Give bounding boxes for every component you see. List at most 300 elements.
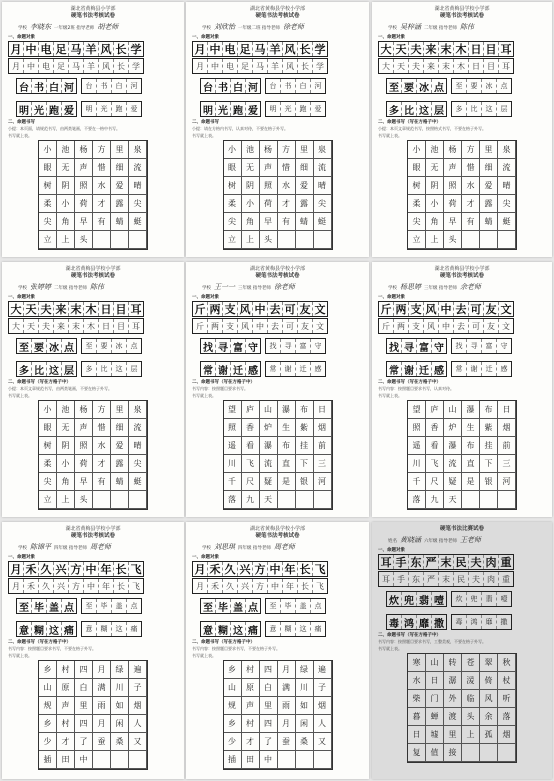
instruction-text: 书写就上表。 bbox=[192, 652, 216, 658]
grid-character: 树 bbox=[224, 177, 242, 195]
grid-character: 爱 bbox=[296, 177, 314, 195]
teacher-name: 陈伟 bbox=[459, 23, 474, 31]
grid-character: 临 bbox=[462, 690, 480, 708]
model-character: 爱 bbox=[64, 105, 74, 117]
model-character: 长 bbox=[298, 42, 313, 56]
practice-character: 炊 bbox=[452, 592, 467, 606]
class-label: 二年级 bbox=[54, 286, 68, 291]
model-character: 爱 bbox=[248, 105, 258, 117]
grid-character: 水 bbox=[408, 672, 426, 690]
grid-character: 日 bbox=[408, 726, 426, 744]
grid-character: 头 bbox=[462, 708, 480, 726]
model-character: 毕 bbox=[216, 599, 231, 613]
grid-character: 村 bbox=[242, 715, 260, 733]
model-character: 寻 bbox=[402, 339, 417, 353]
instruction-text: 书写内容：按照题目要求书写，认真对待。 bbox=[378, 386, 454, 391]
grid-character: 天 bbox=[444, 491, 462, 509]
model-character: 长 bbox=[114, 562, 129, 576]
model-character: 至 bbox=[17, 339, 32, 353]
grid-cell-empty bbox=[480, 491, 498, 509]
practice-character: 这 bbox=[112, 622, 127, 636]
section-heading: 二、命题书写（写在方格子中） bbox=[192, 380, 255, 385]
practice-character: 长 bbox=[114, 579, 129, 593]
grid-character: 烟 bbox=[498, 419, 516, 437]
model-character: 盖 bbox=[47, 599, 62, 613]
model-character: 支 bbox=[409, 302, 424, 316]
grid-character: 瀑 bbox=[444, 437, 462, 455]
model-character: 中 bbox=[208, 42, 223, 56]
model-character: 至 bbox=[201, 599, 216, 613]
grid-character: 孤 bbox=[480, 726, 498, 744]
practice-character: 糊 bbox=[97, 622, 112, 636]
practice-character: 电 bbox=[39, 59, 54, 73]
practice-character: 鸿 bbox=[467, 615, 482, 629]
practice-character: 感 bbox=[314, 365, 322, 373]
grid-character: 日 bbox=[426, 672, 444, 690]
exam-sheet bbox=[372, 522, 552, 779]
grid-character: 小 bbox=[57, 195, 75, 213]
sheet-title: 硬笔书法考核试卷 bbox=[70, 13, 115, 19]
grid-character: 上 bbox=[426, 231, 444, 249]
practice-word bbox=[265, 598, 326, 614]
grid-character: 有 bbox=[93, 473, 111, 491]
model-word bbox=[16, 101, 77, 117]
student-info bbox=[18, 282, 178, 292]
model-character: 来 bbox=[54, 302, 69, 316]
practice-word bbox=[81, 621, 142, 637]
practice-row bbox=[192, 58, 328, 74]
grid-character: 才 bbox=[93, 455, 111, 473]
model-character: 斤 bbox=[193, 302, 208, 316]
school-name: 湖北省黄梅县学校小学部 bbox=[249, 6, 305, 12]
word-line bbox=[386, 591, 546, 607]
grid-character: 三 bbox=[498, 455, 516, 473]
model-character: 目 bbox=[484, 42, 499, 56]
practice-character: 中 bbox=[253, 319, 268, 333]
info-label: 学校 bbox=[388, 286, 397, 291]
practice-character: 日 bbox=[99, 319, 114, 333]
grid-character: 荷 bbox=[75, 195, 93, 213]
grid-character: 眼 bbox=[39, 419, 57, 437]
student-name: 陈锦平 bbox=[30, 543, 51, 551]
practice-character: 可 bbox=[469, 319, 484, 333]
practice-character: 迁 bbox=[296, 362, 311, 376]
grid-cell-empty bbox=[314, 491, 332, 509]
grid-character: 有 bbox=[462, 213, 480, 231]
model-character: 马 bbox=[253, 42, 268, 56]
model-character: 天 bbox=[24, 302, 39, 316]
practice-character: 点 bbox=[130, 342, 138, 350]
grid-character: 惜 bbox=[462, 159, 480, 177]
grid-cell-empty bbox=[111, 491, 129, 509]
grid-character: 水 bbox=[278, 177, 296, 195]
teacher-label: 指导老师 bbox=[437, 286, 457, 291]
grid-character: 雨 bbox=[93, 697, 111, 715]
grid-character: 少 bbox=[224, 733, 242, 751]
practice-character: 层 bbox=[130, 365, 138, 373]
grid-character: 细 bbox=[111, 419, 129, 437]
grid-character: 方 bbox=[93, 141, 111, 159]
practice-word bbox=[451, 614, 512, 630]
model-character: 意 bbox=[17, 622, 32, 636]
grid-character: 方 bbox=[278, 141, 296, 159]
student-info bbox=[202, 542, 363, 552]
grid-character: 日 bbox=[314, 401, 332, 419]
instruction-text: 书写就上表。 bbox=[378, 392, 402, 398]
practice-character: 风 bbox=[238, 319, 253, 333]
grid-character: 乡 bbox=[39, 661, 57, 679]
grid-character: 苍 bbox=[462, 654, 480, 672]
grid-character: 蜓 bbox=[129, 213, 147, 231]
practice-character: 方 bbox=[69, 579, 84, 593]
practice-word bbox=[81, 101, 142, 117]
grid-character: 蜓 bbox=[314, 213, 332, 231]
practice-character: 来 bbox=[54, 319, 69, 333]
word-section bbox=[386, 591, 546, 630]
school-name: 湖北省黄梅县学校小学部 bbox=[434, 266, 490, 272]
section-heading: 一、命题对象 bbox=[8, 555, 35, 560]
practice-character: 月 bbox=[9, 579, 24, 593]
model-character: 书 bbox=[32, 79, 47, 93]
model-character: 友 bbox=[298, 302, 313, 316]
model-character: 飞 bbox=[314, 563, 326, 576]
student-name: 黄晓涵 bbox=[400, 536, 421, 544]
grid-character: 人 bbox=[129, 715, 147, 733]
grid-cell-empty bbox=[93, 231, 111, 249]
practice-character: 年 bbox=[283, 579, 298, 593]
practice-character: 斤 bbox=[379, 319, 394, 333]
practice-character: 两 bbox=[394, 319, 409, 333]
grid-character: 了 bbox=[260, 733, 278, 751]
practice-character: 毕 bbox=[97, 599, 112, 613]
model-character: 月 bbox=[193, 562, 208, 576]
grid-character: 流 bbox=[498, 159, 516, 177]
section-heading: 一、命题对象 bbox=[192, 35, 219, 40]
sheet-title: 硬笔书法考核试卷 bbox=[255, 13, 300, 19]
word-line bbox=[200, 101, 363, 117]
model-character: 羊 bbox=[84, 42, 99, 56]
grid-character: 方 bbox=[462, 141, 480, 159]
practice-character: 白 bbox=[296, 79, 311, 93]
practice-character: 痛 bbox=[130, 625, 138, 633]
class-label: 四年级 bbox=[54, 546, 68, 551]
grid-character: 里 bbox=[111, 141, 129, 159]
model-character: 两 bbox=[394, 302, 409, 316]
grid-character: 无 bbox=[57, 159, 75, 177]
writing-grid bbox=[223, 400, 333, 510]
student-info bbox=[202, 22, 363, 32]
practice-character: 民 bbox=[454, 572, 469, 586]
model-character: 找 bbox=[201, 339, 216, 353]
instruction-text: 小提：本页面，请规范书写，由两类笔画，不要在一格中书写。 bbox=[8, 126, 120, 131]
teacher-label: 指导老师 bbox=[67, 546, 87, 551]
practice-character: 冰 bbox=[112, 339, 127, 353]
grid-character: 晴 bbox=[498, 177, 516, 195]
sheet-header bbox=[8, 526, 178, 540]
sheet-header bbox=[8, 266, 178, 280]
grid-character: 有 bbox=[93, 213, 111, 231]
model-character: 中 bbox=[253, 302, 268, 316]
word-line bbox=[16, 621, 178, 637]
practice-character: 毒 bbox=[452, 615, 467, 629]
school-name: 湖北省黄梅县学校小学部 bbox=[249, 266, 305, 272]
grid-cell-empty bbox=[296, 231, 314, 249]
model-character: 这 bbox=[417, 102, 432, 116]
model-character: 白 bbox=[231, 79, 246, 93]
grid-character: 原 bbox=[57, 679, 75, 697]
grid-character: 头 bbox=[260, 231, 278, 249]
practice-word bbox=[81, 361, 142, 377]
practice-character: 飞 bbox=[316, 581, 324, 591]
grid-character: 无 bbox=[57, 419, 75, 437]
model-character: 要 bbox=[32, 339, 47, 353]
exam-sheet bbox=[2, 262, 184, 517]
grid-character: 下 bbox=[296, 455, 314, 473]
practice-character: 风 bbox=[283, 59, 298, 73]
model-character: 书 bbox=[216, 79, 231, 93]
practice-character: 至 bbox=[266, 599, 281, 613]
model-character: 寻 bbox=[216, 339, 231, 353]
practice-character: 翡 bbox=[482, 592, 497, 606]
grid-character: 小 bbox=[39, 141, 57, 159]
practice-character: 足 bbox=[54, 59, 69, 73]
grid-character: 疑 bbox=[444, 473, 462, 491]
practice-character: 大 bbox=[379, 59, 394, 73]
practice-character: 这 bbox=[112, 362, 127, 376]
model-character: 月 bbox=[9, 562, 24, 576]
grid-character: 四 bbox=[75, 661, 93, 679]
practice-character: 至 bbox=[452, 79, 467, 93]
model-word bbox=[200, 338, 261, 354]
model-character: 友 bbox=[484, 302, 499, 316]
practice-character: 守 bbox=[500, 342, 508, 350]
model-character: 足 bbox=[54, 42, 69, 56]
grid-character: 村 bbox=[57, 715, 75, 733]
grid-character: 水 bbox=[93, 437, 111, 455]
word-section bbox=[16, 338, 178, 377]
word-section bbox=[200, 598, 363, 637]
writing-grid bbox=[38, 660, 148, 770]
teacher-name: 徐老师 bbox=[273, 283, 295, 291]
model-character: 层 bbox=[64, 365, 74, 377]
grid-character: 小 bbox=[426, 195, 444, 213]
model-character: 手 bbox=[394, 555, 409, 569]
grid-character: 香 bbox=[426, 419, 444, 437]
model-character: 日 bbox=[469, 42, 484, 56]
grid-character: 生 bbox=[462, 419, 480, 437]
grid-cell-empty bbox=[278, 491, 296, 509]
model-character: 目 bbox=[114, 302, 129, 316]
writing-grid bbox=[407, 400, 517, 510]
model-character: 电 bbox=[223, 42, 238, 56]
model-character: 两 bbox=[208, 302, 223, 316]
sheet-header bbox=[192, 6, 363, 20]
practice-word bbox=[451, 338, 512, 354]
student-name: 李晓东 bbox=[30, 23, 51, 31]
grid-character: 瀑 bbox=[278, 401, 296, 419]
model-character: 撒 bbox=[434, 618, 444, 630]
model-character: 迁 bbox=[231, 362, 246, 376]
practice-character: 友 bbox=[484, 319, 499, 333]
model-character: 这 bbox=[231, 622, 246, 636]
model-character: 翡 bbox=[417, 592, 432, 606]
grid-character: 角 bbox=[57, 473, 75, 491]
grid-character: 余 bbox=[480, 708, 498, 726]
model-character: 日 bbox=[99, 302, 114, 316]
grid-character: 池 bbox=[57, 401, 75, 419]
grid-character: 插 bbox=[39, 751, 57, 769]
grid-cell-empty bbox=[93, 751, 111, 769]
character-row bbox=[8, 41, 144, 57]
practice-character: 寻 bbox=[281, 339, 296, 353]
practice-character: 大 bbox=[9, 319, 24, 333]
practice-character: 耳 bbox=[502, 61, 510, 71]
practice-character: 末 bbox=[69, 319, 84, 333]
grid-character: 池 bbox=[57, 141, 75, 159]
grid-character: 规 bbox=[39, 697, 57, 715]
section-heading: 二、命题书写（写在方格子中） bbox=[378, 380, 441, 385]
section-heading: 一、命题对象 bbox=[8, 35, 35, 40]
grid-character: 蚕 bbox=[278, 733, 296, 751]
grid-character: 细 bbox=[296, 159, 314, 177]
grid-character: 泉 bbox=[129, 401, 147, 419]
model-word bbox=[386, 101, 447, 117]
student-info bbox=[202, 282, 363, 292]
grid-character: 小 bbox=[242, 195, 260, 213]
practice-word bbox=[81, 78, 142, 94]
grid-character: 遍 bbox=[129, 661, 147, 679]
model-character: 找 bbox=[387, 339, 402, 353]
grid-character: 烟 bbox=[314, 697, 332, 715]
word-line bbox=[200, 621, 363, 637]
grid-cell-empty bbox=[129, 751, 147, 769]
writing-grid bbox=[38, 140, 148, 250]
grid-character: 秋 bbox=[498, 654, 516, 672]
practice-row bbox=[378, 571, 514, 587]
model-character: 谢 bbox=[402, 362, 417, 376]
grid-character: 晴 bbox=[129, 437, 147, 455]
instruction-text: 小提：请在方格内书写，认真对待，不要在格子外写。 bbox=[192, 126, 288, 131]
practice-character: 久 bbox=[223, 579, 238, 593]
grid-character: 四 bbox=[75, 715, 93, 733]
model-character: 肉 bbox=[484, 555, 499, 569]
grid-character: 荷 bbox=[260, 195, 278, 213]
grid-character: 生 bbox=[278, 419, 296, 437]
writing-grid bbox=[223, 140, 333, 250]
grid-cell-empty bbox=[111, 751, 129, 769]
instruction-text: 书写内容：按照题目要求书写，不要在格子外写。 bbox=[192, 646, 280, 651]
instruction-text: 书写内容：按照题目要求书写。 bbox=[192, 386, 248, 391]
info-label: 学校 bbox=[388, 26, 397, 31]
model-character: 谢 bbox=[216, 362, 231, 376]
school-name: 湖北省黄梅县学校小学部 bbox=[249, 526, 305, 532]
grid-character: 立 bbox=[39, 231, 57, 249]
practice-character: 学 bbox=[316, 61, 324, 71]
model-character: 白 bbox=[47, 79, 62, 93]
model-character: 跑 bbox=[231, 102, 246, 116]
grid-character: 布 bbox=[480, 401, 498, 419]
grid-character: 上 bbox=[462, 726, 480, 744]
teacher-label: 指导老师 bbox=[260, 26, 280, 31]
model-character: 糊 bbox=[32, 622, 47, 636]
practice-character: 光 bbox=[97, 102, 112, 116]
grid-character: 烟 bbox=[314, 419, 332, 437]
grid-character: 外 bbox=[444, 690, 462, 708]
model-word bbox=[16, 78, 77, 94]
info-label: 学校 bbox=[18, 546, 27, 551]
grid-character: 炉 bbox=[444, 419, 462, 437]
model-character: 兴 bbox=[238, 562, 253, 576]
practice-character: 友 bbox=[298, 319, 313, 333]
school-name: 湖北省黄梅县小学部 bbox=[70, 6, 116, 12]
model-character: 去 bbox=[454, 302, 469, 316]
grid-character: 天 bbox=[260, 491, 278, 509]
practice-character: 长 bbox=[298, 579, 313, 593]
grid-character: 照 bbox=[408, 419, 426, 437]
grid-character: 露 bbox=[111, 195, 129, 213]
model-character: 学 bbox=[314, 43, 326, 56]
sheet-title: 硬笔书法考核试卷 bbox=[439, 273, 484, 279]
grid-character: 蜻 bbox=[296, 213, 314, 231]
instruction-text: 书写内容：按照题目要求书写，工整美观，不要在格子外写。 bbox=[378, 639, 486, 644]
grid-character: 树 bbox=[39, 177, 57, 195]
grid-character: 直 bbox=[278, 455, 296, 473]
grid-character: 阴 bbox=[57, 177, 75, 195]
info-label: 学校 bbox=[18, 286, 27, 291]
grid-character: 蜻 bbox=[480, 213, 498, 231]
grid-character: 桑 bbox=[296, 733, 314, 751]
practice-word bbox=[81, 598, 142, 614]
grid-character: 尖 bbox=[498, 195, 516, 213]
writing-grid bbox=[223, 660, 333, 770]
class-label: 三年级 bbox=[424, 286, 438, 291]
practice-character: 谢 bbox=[281, 362, 296, 376]
info-label: 学校 bbox=[18, 26, 27, 31]
grid-character: 树 bbox=[39, 437, 57, 455]
practice-character: 光 bbox=[281, 102, 296, 116]
grid-cell-empty bbox=[462, 744, 480, 762]
practice-word bbox=[81, 338, 142, 354]
model-character: 光 bbox=[32, 102, 47, 116]
model-character: 耳 bbox=[130, 303, 142, 316]
grid-character: 九 bbox=[426, 491, 444, 509]
grid-character: 桑 bbox=[111, 733, 129, 751]
model-character: 方 bbox=[253, 562, 268, 576]
grid-character: 千 bbox=[224, 473, 242, 491]
teacher-name: 周老师 bbox=[273, 543, 295, 551]
model-word bbox=[200, 78, 261, 94]
grid-character: 山 bbox=[39, 679, 57, 697]
grid-character: 声 bbox=[75, 419, 93, 437]
grid-character: 里 bbox=[444, 726, 462, 744]
grid-character: 前 bbox=[314, 437, 332, 455]
grid-character: 泉 bbox=[314, 141, 332, 159]
model-character: 常 bbox=[387, 362, 402, 376]
model-character: 天 bbox=[394, 42, 409, 56]
sheet-title: 硬笔书法考核试卷 bbox=[255, 533, 300, 539]
grid-character: 飞 bbox=[426, 455, 444, 473]
practice-row bbox=[378, 318, 514, 334]
model-character: 木 bbox=[454, 42, 469, 56]
info-label: 学校 bbox=[202, 546, 211, 551]
sheet-header bbox=[192, 266, 363, 280]
grid-character: 听 bbox=[498, 690, 516, 708]
practice-character: 文 bbox=[502, 321, 510, 331]
teacher-name: 余老师 bbox=[459, 283, 481, 291]
grid-cell-empty bbox=[129, 231, 147, 249]
grid-character: 露 bbox=[480, 195, 498, 213]
practice-character: 谢 bbox=[467, 362, 482, 376]
